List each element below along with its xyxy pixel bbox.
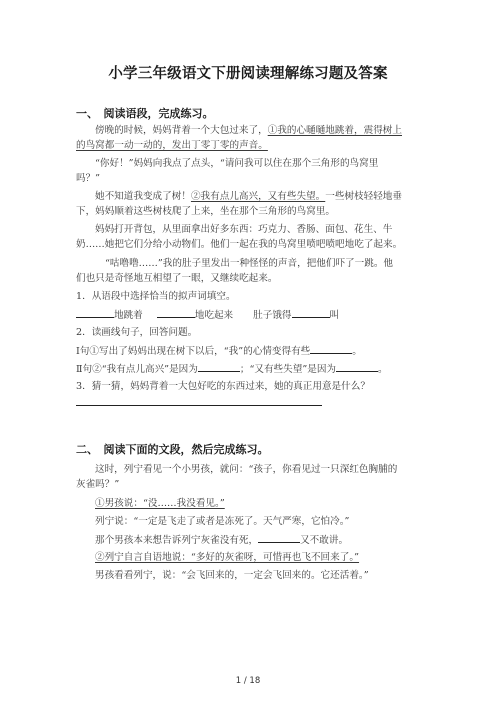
text-run: 。 [378,364,388,375]
answer-blank[interactable] [157,308,195,318]
answer-blank[interactable] [292,308,330,318]
answer-blank[interactable] [310,344,352,354]
passage-1-line [76,124,441,137]
question-2: 2．读画线句子，回答问题。 [76,327,198,338]
passage-1-line: “你好！”妈妈向我点了点头，“请问我可以住在那个三角形的鸟窝里 [95,158,379,169]
document-title: 小学三年级语文下册阅读理解练习题及答案 [108,66,388,82]
text-run: 又不敢讲。 [300,535,349,546]
underlined-sentence-2: ②我有点儿高兴，又有些失望。 [190,191,326,202]
blank-suffix: 地跳着 [114,310,143,321]
passage-1-line: 们也只是奇怪地互相望了一眼，又继续吃起来。 [76,273,278,284]
question-2-part-ii [76,362,422,376]
blank-suffix: 地吃起来 [194,310,234,321]
text-run: 她不知道我变成了树！ [95,191,191,202]
blank-suffix: 叫 [329,310,340,321]
passage-1-line: 吗？” [76,173,101,184]
answer-blank[interactable] [198,362,240,372]
page-number: 1 / 18 [235,676,261,686]
answer-blank[interactable] [336,362,378,372]
section-2-heading: 二、 阅读下面的文段，然后完成练习。 [76,443,269,456]
underlined-sentence-1: ①男孩说：“没……我没看见。” [95,498,225,509]
text-run: ；“又有些失望”是因为 [239,364,337,375]
text-run: 。 [352,346,362,357]
underlined-sentence-1-cont: 的鸟窝都一动一动的，发出丁零丁零的声音。 [76,140,268,151]
passage-2-line [76,551,441,564]
passage-1-line [76,139,422,152]
answer-blank[interactable] [258,533,300,543]
passage-2-line [76,533,441,547]
passage-2-line: 这时，列宁看见一个小男孩，就问：“孩子，你看见过一只深红色胸脯的 [95,464,398,475]
answer-blank[interactable] [76,308,114,318]
text-run: 傍晚的时候，妈妈背着一个大包过来了， [95,125,268,136]
passage-1-line: “咕噜噜……”我的肚子里发出一种怪怪的声音，把他们吓了一跳。他 [105,258,394,269]
passage-1-line: 妈妈打开背包，从里面拿出好多东西：巧克力、香肠、面包、花生、牛 [95,224,393,235]
text-run: 一些树枝轻轻地垂 [325,191,402,202]
blank-prefix: 肚子饿得 [253,310,292,321]
passage-1-line: 下，妈妈顺着这些树枝爬了上来，坐在那个三角形的鸟窝里。 [76,206,336,217]
text-run: Ⅰ句①写出了妈妈出现在树下以后，“我”的心情变得有些 [76,346,311,357]
answer-line[interactable] [76,405,322,406]
passage-2-line: 灰雀吗？” [76,479,120,490]
passage-1-line [76,190,441,203]
underlined-sentence-1: ①我的心嗵嗵地跳着，震得树上 [267,125,402,136]
question-1-blanks [76,308,422,322]
question-3: 3．猜一猜，妈妈背着一大包好吃的东西过来，她的真正用意是什么？ [76,381,370,392]
passage-2-line: 列宁说：“一定是飞走了或者是冻死了。天气严寒，它怕冷。” [95,516,350,527]
passage-2-line [76,497,441,510]
passage-1-line: 奶……她把它们分给小动物们。他们一起在我的鸟窝里喷吧喷吧地吃了起来。 [76,239,403,250]
question-2-part-i [76,344,422,358]
question-1: 1．从语段中选择恰当的拟声词填空。 [76,291,236,302]
passage-2-line: 男孩看看列宁，说：“会飞回来的，一定会飞回来的。它还活着。” [95,570,369,581]
text-run: 那个男孩本来想告诉列宁灰雀没有死， [95,535,259,546]
section-1-heading: 一、 阅读语段，完成练习。 [76,107,214,120]
underlined-sentence-2: ②列宁自言自语地说：“多好的灰雀呀，可惜再也飞不回来了。” [95,552,360,563]
text-run: Ⅱ句②“我有点儿高兴”是因为 [76,364,198,375]
